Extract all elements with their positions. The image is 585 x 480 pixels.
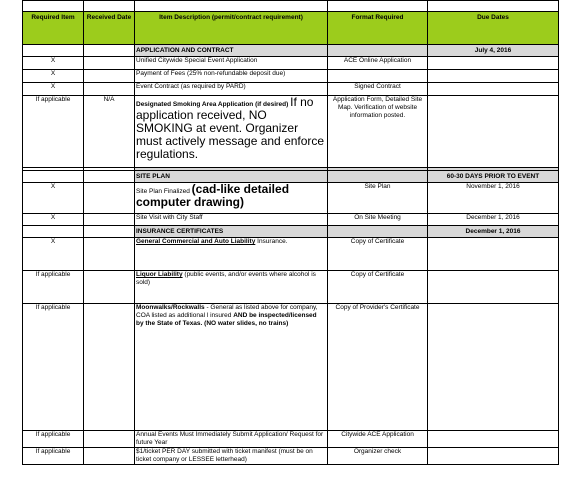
section-row-application (23, 45, 559, 57)
format-cell: Site Plan (328, 183, 428, 214)
row-site-visit (23, 214, 559, 226)
section-title-insurance: INSURANCE CERTIFICATES (135, 226, 328, 238)
required-cell: If applicable (23, 304, 84, 431)
header-item-description: Item Description (permit/contract requirement) (135, 12, 328, 45)
header-format-required: Format Required (328, 12, 428, 45)
description-small: Site Plan Finalized (136, 188, 190, 195)
section-due-application: July 4, 2016 (428, 45, 559, 57)
header-received-date: Received Date (84, 12, 135, 45)
row-payment-of-fees (23, 70, 559, 83)
checklist-page (22, 0, 558, 480)
event-checklist-table (22, 0, 559, 465)
row-smoking-area (23, 96, 559, 168)
required-cell: X (23, 83, 84, 96)
description-tail: (public events, and/or events where alcohol is sold) (136, 271, 316, 286)
row-ticket-fee (23, 448, 559, 465)
section-title-site-plan: SITE PLAN (135, 171, 328, 183)
header-row (23, 12, 559, 45)
description-cell (135, 271, 328, 304)
description-cell: Site Visit with City Staff (135, 214, 328, 226)
row-site-plan-finalized (23, 183, 559, 214)
section-title-application: APPLICATION AND CONTRACT (135, 45, 328, 57)
row-liquor-liability (23, 271, 559, 304)
row-moonwalks-rockwalls (23, 304, 559, 431)
required-cell: X (23, 70, 84, 83)
row-event-contract (23, 83, 559, 96)
due-cell: November 1, 2016 (428, 183, 559, 214)
description-cell (135, 304, 328, 431)
description-cell: $1/ticket PER DAY submitted with ticket manifest (must be on ticket company or LESSEE letterhead) (135, 448, 328, 465)
format-cell: Application Form, Detailed Site Map. Verification of website information posted. (328, 96, 428, 168)
description-bold: General Commercial and Auto Liability (136, 238, 256, 245)
format-cell: On Site Meeting (328, 214, 428, 226)
required-cell: X (23, 238, 84, 271)
format-cell: ACE Online Application (328, 57, 428, 70)
format-cell: Copy of Provider's Certificate (328, 304, 428, 431)
description-cell (135, 238, 328, 271)
section-due-site-plan: 60-30 DAYS PRIOR TO EVENT (428, 171, 559, 183)
description-bold: Moonwalks/Rockwalls (136, 304, 205, 311)
description-cell: Unified Citywide Special Event Application (135, 57, 328, 70)
description-cell: Event Contract (as required by PARD) (135, 83, 328, 96)
description-part2: - General as listed above for company, COA listed as additional l insured (136, 304, 318, 319)
header-required-item: Required Item (23, 12, 84, 45)
required-cell: If applicable (23, 448, 84, 465)
description-cell (135, 96, 328, 168)
format-cell: Signed Contract (328, 83, 428, 96)
description-large: (cad-like detailed computer drawing) (136, 182, 290, 209)
top-blank-row (23, 1, 559, 12)
description-bold2: AND be inspected/licensed by the State of Texas. (NO water slides, no trains) (136, 312, 317, 327)
required-cell: If applicable (23, 271, 84, 304)
format-cell: Copy of Certificate (328, 238, 428, 271)
required-cell: X (23, 183, 84, 214)
format-cell: Organizer check (328, 448, 428, 465)
description-tail: Insurance. (255, 238, 288, 245)
description-cell: Annual Events Must Immediately Submit Application/ Request for future Year (135, 431, 328, 448)
row-annual-events (23, 431, 559, 448)
description-bold: Liquor Liability (136, 271, 183, 278)
row-general-liability (23, 238, 559, 271)
header-due-dates: Due Dates (428, 12, 559, 45)
format-cell: Copy of Certificate (328, 271, 428, 304)
description-small: Designated Smoking Area Application (if desired) (136, 101, 289, 108)
required-cell: If applicable (23, 96, 84, 168)
required-cell: If applicable (23, 431, 84, 448)
section-row-insurance (23, 226, 559, 238)
section-due-insurance: December 1, 2016 (428, 226, 559, 238)
description-large: If no application received, NO SMOKING at event. Organizer must actively message and enforce regulations. (136, 95, 325, 161)
received-cell: N/A (84, 96, 135, 168)
row-unified-application (23, 57, 559, 70)
section-row-site-plan (23, 171, 559, 183)
description-cell (135, 183, 328, 214)
required-cell: X (23, 57, 84, 70)
due-cell: December 1, 2016 (428, 214, 559, 226)
required-cell: X (23, 214, 84, 226)
description-cell: Payment of Fees (25% non-refundable deposit due) (135, 70, 328, 83)
format-cell: Citywide ACE Application (328, 431, 428, 448)
